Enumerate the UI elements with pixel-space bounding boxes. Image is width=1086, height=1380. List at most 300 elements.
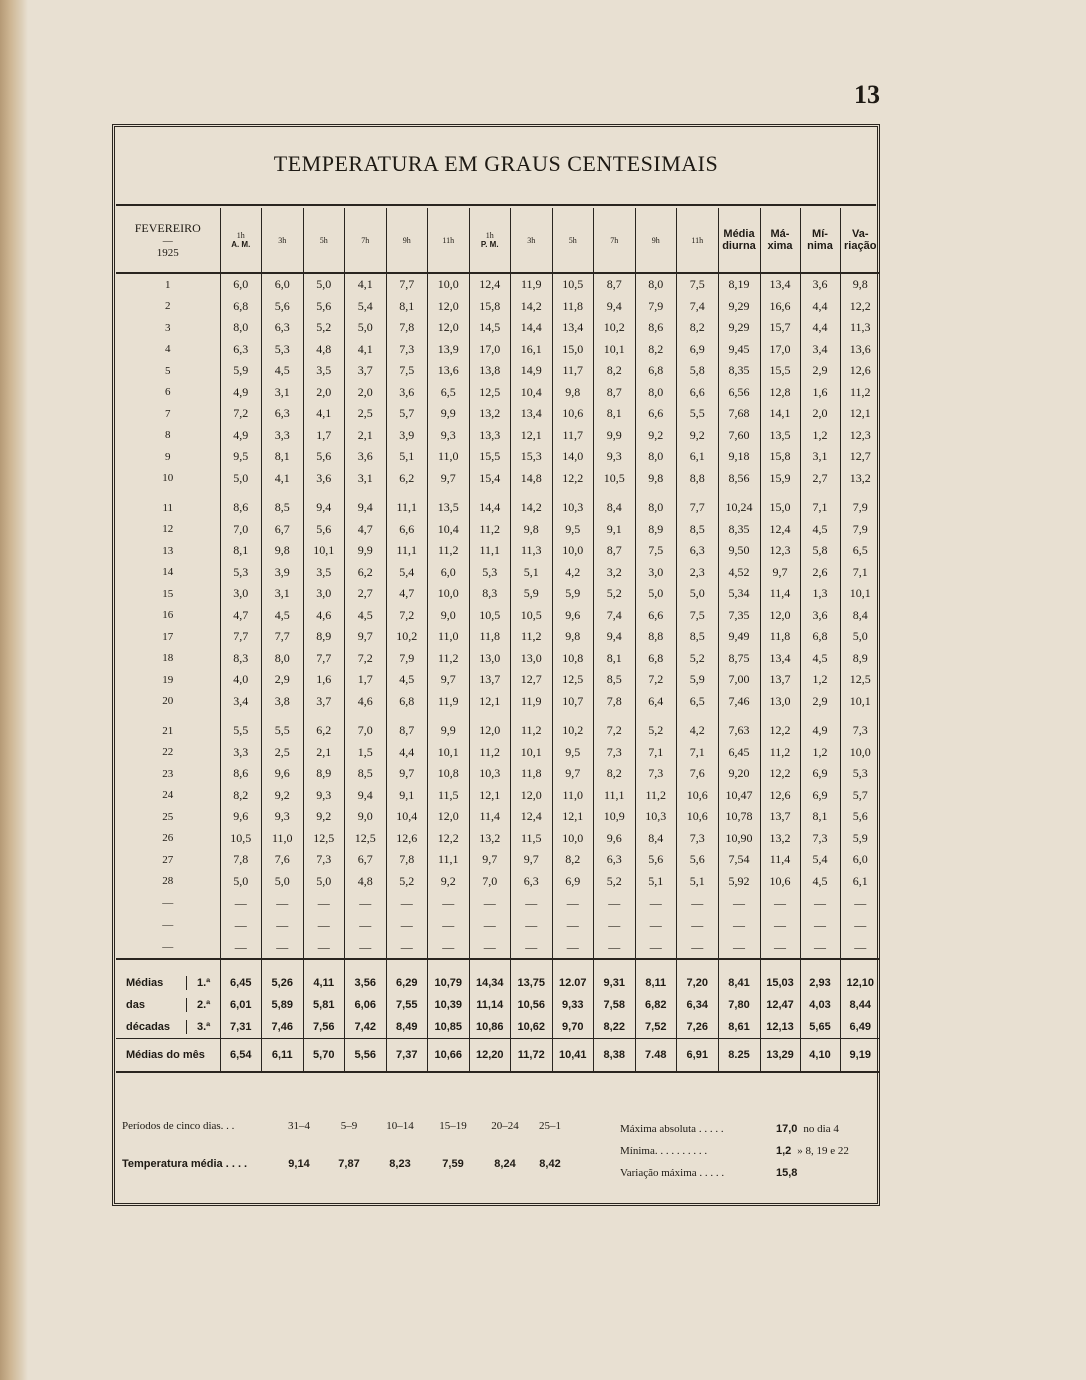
value-cell: 5,5 [677,403,719,425]
day-cell: 18 [162,652,174,665]
value-cell: 5,34 [718,583,760,605]
value-cell: 3,6 [800,605,840,627]
value-cell: 8,8 [677,468,719,490]
monthly-mean-value: 5,56 [345,1039,387,1073]
header-variacao: Va-riação [840,208,880,273]
value-cell: 10,1 [303,540,345,562]
decade-mean-label [116,994,220,1016]
dash-cell: — [840,892,880,914]
temp-mean-value: 8,23 [389,1158,411,1170]
dash-cell: — [220,914,262,936]
value-cell: 9,4 [345,785,387,807]
value-cell: 10,2 [594,317,636,339]
value-cell: 3,3 [262,425,304,447]
value-cell: 14,5 [469,317,511,339]
temp-mean-label: Temperatura média . . . . [122,1158,248,1170]
table-row [116,425,880,447]
value-cell: 10,9 [594,806,636,828]
value-cell: 11,2 [760,742,800,764]
value-cell: 12,1 [840,403,880,425]
value-cell: 11,2 [469,519,511,541]
value-cell: 12,5 [840,669,880,691]
value-cell: 10,0 [552,540,594,562]
value-cell: 9,18 [718,446,760,468]
day-cell: 15 [162,587,174,600]
dash-cell: — [511,892,553,914]
decade-mean-value: 6,01 [220,994,262,1016]
value-cell: 9,20 [718,763,760,785]
value-cell: 9,8 [511,519,553,541]
header-hour: 9h [635,208,677,273]
decade-mean-value: 12.07 [552,959,594,994]
value-cell: 5,1 [635,871,677,893]
value-cell: 10,6 [677,785,719,807]
value-cell: 11,4 [760,849,800,871]
value-cell: 3,3 [220,742,262,764]
monthly-mean-value: 7.48 [635,1039,677,1073]
value-cell: 2,7 [800,468,840,490]
day-cell: 12 [162,523,174,536]
value-cell: 9,9 [428,712,470,742]
page-number: 13 [854,80,880,109]
day-cell: 27 [162,853,174,866]
value-cell: 7,54 [718,849,760,871]
decade-mean-value: 8,49 [386,1016,428,1039]
value-cell: 11,7 [552,360,594,382]
value-cell: 6,8 [220,296,262,318]
value-cell: 8,2 [677,317,719,339]
max-abs-row [620,1118,890,1140]
decade-mean-value: 3,56 [345,959,387,994]
value-cell: 8,4 [594,489,636,519]
value-cell: 13,2 [469,403,511,425]
value-cell: 9,8 [552,382,594,404]
temp-mean-value: 8,42 [539,1158,561,1170]
value-cell: 16,1 [511,339,553,361]
dash-cell: — [552,914,594,936]
value-cell: 11,2 [840,382,880,404]
value-cell: 11,8 [552,296,594,318]
value-cell: 2,9 [800,360,840,382]
value-cell: 7,1 [840,562,880,584]
blank-row [116,914,880,936]
value-cell: 12,6 [760,785,800,807]
day-cell: 4 [165,343,171,356]
value-cell: 14,1 [760,403,800,425]
value-cell: 4,6 [303,605,345,627]
value-cell: 5,5 [220,712,262,742]
value-cell: 6,7 [345,849,387,871]
value-cell: 12,5 [552,669,594,691]
value-cell: 7,8 [386,317,428,339]
value-cell: 8,1 [800,806,840,828]
value-cell: 4,1 [345,339,387,361]
decade-mean-value: 9,70 [552,1016,594,1039]
decade-mean-value: 7,31 [220,1016,262,1039]
value-cell: 5,0 [345,317,387,339]
value-cell: 2,0 [345,382,387,404]
value-cell: 13,6 [428,360,470,382]
decade-mean-value: 7,26 [677,1016,719,1039]
value-cell: 8,9 [303,763,345,785]
value-cell: 9,8 [262,540,304,562]
value-cell: 13,4 [511,403,553,425]
value-cell: 6,9 [800,785,840,807]
header-minima: Mí-nima [800,208,840,273]
dash-cell: — [718,892,760,914]
value-cell: 6,4 [635,691,677,713]
value-cell: 6,8 [386,691,428,713]
value-cell: 14,9 [511,360,553,382]
value-cell: 5,92 [718,871,760,893]
decade-mean-value: 5,26 [262,959,304,994]
value-cell: 3,1 [800,446,840,468]
decade-mean-value: 8,44 [840,994,880,1016]
dash-cell: — [428,936,470,959]
value-cell: 13,7 [469,669,511,691]
value-cell: 4,9 [800,712,840,742]
dash-cell: — [511,936,553,959]
value-cell: 11,4 [760,583,800,605]
header-hour: 5h [552,208,594,273]
value-cell: 15,5 [469,446,511,468]
decade-mean-value: 10,56 [511,994,553,1016]
temp-mean-value: 7,87 [338,1158,360,1170]
value-cell: 9,50 [718,540,760,562]
value-cell: 7,3 [635,763,677,785]
value-cell: 8,0 [635,446,677,468]
dash-cell: — [303,914,345,936]
decade-mean-value: 4,11 [303,959,345,994]
day-cell: 24 [162,789,174,802]
day-cell: 26 [162,832,174,845]
value-cell: 8,9 [840,648,880,670]
decade-mean-row [116,1016,880,1039]
value-cell: 11,1 [594,785,636,807]
value-cell: 11,4 [469,806,511,828]
decade-mean-value: 6,29 [386,959,428,994]
value-cell: 9,8 [635,468,677,490]
value-cell: 11,1 [428,849,470,871]
table-row [116,648,880,670]
value-cell: 6,6 [386,519,428,541]
value-cell: 5,5 [262,712,304,742]
value-cell: 3,1 [345,468,387,490]
monthly-mean-value: 6,91 [677,1039,719,1073]
value-cell: 6,9 [800,763,840,785]
value-cell: 9,8 [840,273,880,296]
value-cell: 3,0 [303,583,345,605]
value-cell: 7,5 [677,273,719,296]
value-cell: 5,8 [800,540,840,562]
value-cell: 10,6 [677,806,719,828]
value-cell: 12,8 [760,382,800,404]
value-cell: 12,5 [345,828,387,850]
value-cell: 9,7 [386,763,428,785]
dash-cell: — [635,936,677,959]
decade-mean-value: 7,56 [303,1016,345,1039]
header-month: FEVEREIRO [134,221,201,235]
value-cell: 2,9 [800,691,840,713]
table-row [116,583,880,605]
value-cell: 3,6 [303,468,345,490]
decade-mean-value: 7,20 [677,959,719,994]
value-cell: 8,7 [594,540,636,562]
value-cell: 11,3 [840,317,880,339]
value-cell: 11,1 [386,489,428,519]
value-cell: 7,5 [677,605,719,627]
value-cell: 6,6 [635,605,677,627]
value-cell: 9,7 [345,626,387,648]
header-maxima: Má-xima [760,208,800,273]
value-cell: 11,8 [760,626,800,648]
header-month-year [116,208,220,273]
table-row [116,806,880,828]
value-cell: 3,6 [800,273,840,296]
dash-cell: — [594,914,636,936]
value-cell: 15,7 [760,317,800,339]
value-cell: 15,0 [760,489,800,519]
value-cell: 1,2 [800,742,840,764]
day-cell: 19 [162,673,174,686]
decade-mean-row [116,994,880,1016]
value-cell: 5,6 [303,296,345,318]
value-cell: 9,6 [262,763,304,785]
dash-cell: — [840,936,880,959]
value-cell: 9,5 [552,519,594,541]
value-cell: 5,4 [386,562,428,584]
value-cell: 7,9 [840,519,880,541]
value-cell: 5,8 [677,360,719,382]
value-cell: 5,0 [840,626,880,648]
dash-cell: — [800,914,840,936]
value-cell: 11,9 [428,691,470,713]
monthly-mean-value: 9,19 [840,1039,880,1073]
value-cell: 13,5 [428,489,470,519]
value-cell: 8,0 [262,648,304,670]
value-cell: 6,0 [840,849,880,871]
header-hour: 5h [303,208,345,273]
value-cell: 6,3 [262,403,304,425]
value-cell: 7,0 [220,519,262,541]
value-cell: 5,7 [386,403,428,425]
dash-cell: — [345,892,387,914]
dash-cell: — [718,936,760,959]
decade-mean-value: 7,42 [345,1016,387,1039]
value-cell: 11,7 [552,425,594,447]
monthly-mean-row [116,1039,880,1073]
table-row [116,669,880,691]
value-cell: 7,0 [469,871,511,893]
value-cell: 9,29 [718,296,760,318]
value-cell: 13,3 [469,425,511,447]
value-cell: 9,7 [428,669,470,691]
value-cell: 2,3 [677,562,719,584]
value-cell: 13,2 [469,828,511,850]
value-cell: 1,7 [345,669,387,691]
day-cell: 1 [165,278,171,291]
value-cell: 9,6 [220,806,262,828]
value-cell: 15,3 [511,446,553,468]
value-cell: 7,9 [386,648,428,670]
value-cell: 11,9 [511,691,553,713]
value-cell: 1,5 [345,742,387,764]
value-cell: 6,3 [262,317,304,339]
decade-mean-value: 5,81 [303,994,345,1016]
value-cell: 7,5 [635,540,677,562]
dash-cell: — [594,936,636,959]
value-cell: 5,3 [220,562,262,584]
decade-mean-label [116,959,220,994]
value-cell: 3,4 [220,691,262,713]
value-cell: 5,2 [303,317,345,339]
decade-mean-value: 13,75 [511,959,553,994]
value-cell: 13,9 [428,339,470,361]
dash-cell: — [760,936,800,959]
value-cell: 7,9 [635,296,677,318]
decade-mean-word: Médias [126,976,164,989]
value-cell: 4,4 [800,317,840,339]
decade-mean-value: 12,47 [760,994,800,1016]
value-cell: 5,3 [469,562,511,584]
value-cell: 10,1 [428,742,470,764]
value-cell: 10,5 [220,828,262,850]
day-cell: 25 [162,810,174,823]
value-cell: 7,3 [594,742,636,764]
value-cell: 3,1 [262,382,304,404]
dash-cell: — [552,936,594,959]
value-cell: 16,6 [760,296,800,318]
header-hour: 11h [428,208,470,273]
period-value: 10–14 [386,1120,414,1132]
value-cell: 3,9 [386,425,428,447]
value-cell: 5,0 [220,871,262,893]
value-cell: 8,7 [386,712,428,742]
value-cell: 11,2 [469,742,511,764]
dash-cell: — [511,914,553,936]
table-row [116,489,880,519]
decade-mean-value: 15,03 [760,959,800,994]
value-cell: 13,4 [760,273,800,296]
value-cell: 11,0 [262,828,304,850]
table-row [116,691,880,713]
value-cell: 6,7 [262,519,304,541]
value-cell: 7,8 [220,849,262,871]
value-cell: 11,8 [511,763,553,785]
day-cell: 14 [162,566,174,579]
period-value: 31–4 [288,1120,310,1132]
value-cell: 6,5 [428,382,470,404]
value-cell: 12,1 [552,806,594,828]
value-cell: 8,6 [220,489,262,519]
value-cell: 12,2 [760,712,800,742]
day-cell: 20 [162,695,174,708]
var-row [620,1162,890,1184]
value-cell: 7,35 [718,605,760,627]
table-row [116,828,880,850]
decade-mean-value: 10,62 [511,1016,553,1039]
value-cell: 12,3 [840,425,880,447]
temp-mean-value: 7,59 [442,1158,464,1170]
header-media-diurna: Média diurna [718,208,760,273]
value-cell: 11,2 [428,648,470,670]
value-cell: 7,2 [220,403,262,425]
value-cell: 14,8 [511,468,553,490]
table-row [116,871,880,893]
header-hour: 3h [262,208,304,273]
value-cell: 10,5 [511,605,553,627]
value-cell: 10,0 [428,273,470,296]
value-cell: 11,1 [469,540,511,562]
value-cell: 4,1 [345,273,387,296]
value-cell: 8,5 [345,763,387,785]
value-cell: 4,6 [345,691,387,713]
value-cell: 10,5 [552,273,594,296]
value-cell: 7,3 [386,339,428,361]
value-cell: 12,0 [428,296,470,318]
value-cell: 7,9 [840,489,880,519]
dash-cell: — [677,936,719,959]
value-cell: 13,8 [469,360,511,382]
periods-row [122,1120,570,1132]
dash-cell: — [469,914,511,936]
monthly-mean-value: 11,72 [511,1039,553,1073]
value-cell: 12,6 [840,360,880,382]
value-cell: 6,2 [303,712,345,742]
value-cell: 9,6 [594,828,636,850]
value-cell: 5,2 [386,871,428,893]
value-cell: 9,3 [428,425,470,447]
value-cell: 6,8 [800,626,840,648]
dash-cell: — [635,914,677,936]
value-cell: 12,1 [511,425,553,447]
value-cell: 7,68 [718,403,760,425]
page-binding-edge [0,0,28,1380]
value-cell: 5,6 [677,849,719,871]
day-cell: 22 [162,746,174,759]
value-cell: 9,2 [677,425,719,447]
value-cell: 8,5 [594,669,636,691]
value-cell: 11,9 [511,273,553,296]
decade-mean-value: 6,45 [220,959,262,994]
dash-cell: — [262,892,304,914]
value-cell: 9,7 [511,849,553,871]
dash-cell: — [162,897,174,909]
value-cell: 9,0 [428,605,470,627]
table-row [116,446,880,468]
value-cell: 4,8 [345,871,387,893]
decade-mean-value: 5,89 [262,994,304,1016]
dash-cell: — [386,892,428,914]
value-cell: 8,6 [635,317,677,339]
table-row [116,742,880,764]
value-cell: 6,8 [635,648,677,670]
value-cell: 4,7 [386,583,428,605]
decade-mean-value: 7,80 [718,994,760,1016]
decade-mean-value: 4,03 [800,994,840,1016]
value-cell: 13,7 [760,669,800,691]
value-cell: 13,2 [760,828,800,850]
var-value: 15,8 [776,1167,798,1179]
dash-cell: — [428,914,470,936]
value-cell: 9,3 [594,446,636,468]
decade-mean-value: 10,79 [428,959,470,994]
value-cell: 15,9 [760,468,800,490]
value-cell: 8,35 [718,360,760,382]
value-cell: 10,2 [552,712,594,742]
value-cell: 8,2 [635,339,677,361]
header-hour: 7h [345,208,387,273]
